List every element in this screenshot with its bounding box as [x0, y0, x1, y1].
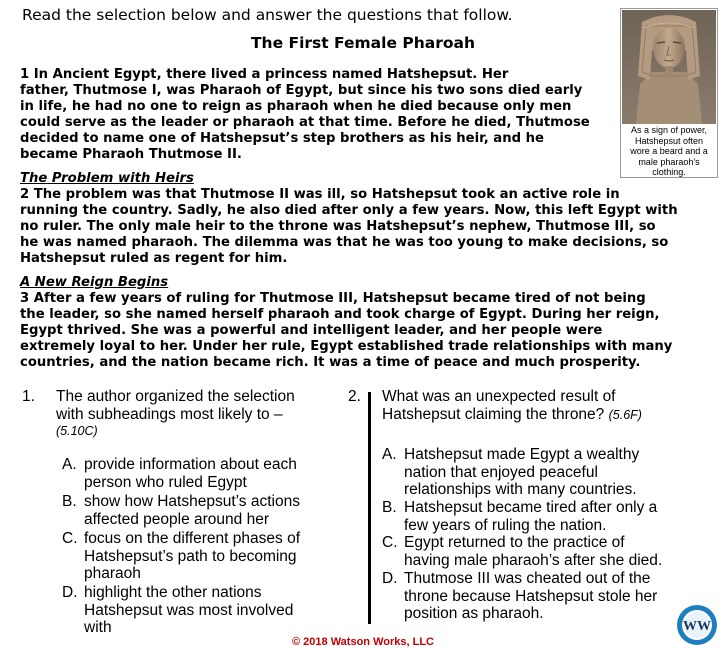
question-2-option-d[interactable] [382, 570, 657, 623]
option-line: focus on the different phases of [84, 530, 301, 547]
paragraph-1 [20, 67, 590, 163]
option-line: show how Hatshepsut’s actions [84, 493, 300, 510]
copyright-footer: © 2018 Watson Works, LLC [292, 636, 434, 648]
paragraph-line: no ruler. The only male heir to the throne was Hatshepsut’s nephew, Thutmose III, so [20, 219, 656, 234]
caption-line: clothing. [652, 167, 686, 177]
subheading-new-reign-begins: A New Reign Begins [20, 275, 169, 290]
question-2-stem [382, 388, 642, 424]
option-line: Thutmose III was cheated out of the [404, 570, 651, 587]
option-letter: B. [62, 493, 77, 510]
option-letter: A. [382, 446, 397, 463]
question-line: The author organized the selection [56, 388, 295, 405]
option-line: position as pharaoh. [404, 605, 544, 622]
question-1-option-a[interactable] [62, 456, 297, 491]
paragraph-line: the leader, so she named herself pharaoh and took charge of Egypt. During her reign, [20, 307, 660, 322]
paragraph-3 [20, 291, 672, 371]
option-line: affected people around her [84, 510, 270, 528]
passage-title: The First Female Pharoah [250, 34, 476, 52]
paragraph-line: extremely loyal to her. Under her rule, Egypt established trade relationships with many [20, 339, 673, 354]
paragraph-line: he was named pharaoh. The dilemma was that he was too young to make decisions, so [20, 235, 669, 250]
option-letter: D. [382, 570, 398, 587]
paragraph-line: 2 The problem was that Thutmose II was ill, so Hatshepsut took an active role in [20, 187, 620, 202]
caption-line: Hatshepsut often [634, 135, 704, 146]
paragraph-line: 1 In Ancient Egypt, there lived a princess named Hatshepsut. Her [20, 67, 509, 82]
paragraph-line: in life, he had no one to reign as pharaoh when he died because only men [20, 99, 572, 114]
option-line: nation that enjoyed peaceful [404, 463, 598, 481]
statue-image [622, 10, 716, 124]
paragraph-line: 3 After a few years of ruling for Thutmose III, Hatshepsut became tired of not being [20, 291, 646, 306]
instructions: Read the selection below and answer the questions that follow. [22, 6, 513, 24]
logo-text: WW [683, 619, 711, 634]
option-line: Hatshepsut became tired after only a [404, 499, 658, 516]
option-line: highlight the other nations [84, 584, 262, 601]
option-line: provide information about each [84, 456, 297, 473]
paragraph-line: father, Thutmose I, was Pharaoh of Egypt, but since his two sons died early [20, 83, 583, 98]
option-line: relationships with many countries. [404, 481, 637, 498]
option-line: few years of ruling the nation. [404, 516, 607, 534]
option-line: Hatshepsut was most involved [84, 601, 294, 619]
paragraph-2 [20, 187, 678, 267]
question-2-option-b[interactable] [382, 499, 657, 534]
question-1-stem [56, 388, 295, 441]
paragraph-line: running the country. Sadly, he also died after only a few years. Now, this left Egypt with [20, 203, 678, 218]
paragraph-line: Egypt thrived. She was a powerful and intelligent leader, and her people were [20, 323, 603, 338]
option-line: Egypt returned to the practice of [404, 534, 625, 551]
option-letter: B. [382, 499, 397, 516]
question-line: with subheadings most likely to – [56, 405, 283, 423]
option-line: Hatshepsut’s path to becoming [84, 547, 297, 565]
question-2-option-a[interactable] [382, 446, 639, 499]
option-line: having male pharaoh’s after she died. [404, 551, 663, 569]
caption-line: male pharaoh’s [638, 156, 700, 167]
question-1-number: 1. [22, 388, 35, 405]
caption-line: As a sign of power, [630, 125, 708, 135]
option-letter: A. [62, 456, 77, 473]
question-line: What was an unexpected result of [382, 388, 616, 405]
paragraph-line: decided to name one of Hatshepsut’s step brothers as his heir, and he [20, 131, 544, 146]
option-letter: D. [62, 584, 78, 601]
question-text: Hatshepsut claiming the throne? [382, 405, 605, 423]
option-line: pharaoh [84, 565, 141, 582]
question-line [382, 406, 642, 425]
question-2-standard: (5.6F) [608, 407, 642, 422]
paragraph-line: became Pharaoh Thutmose II. [20, 147, 242, 162]
image-caption [622, 125, 716, 178]
option-letter: C. [62, 530, 78, 547]
paragraph-line: could serve as the leader or pharaoh at that time. Before he died, Thutmose [20, 115, 590, 130]
paragraph-line: countries, and the nation became rich. It was a time of peace and much prosperity. [20, 355, 641, 370]
question-1-standard: (5.10C) [56, 424, 98, 438]
option-line: with [84, 619, 112, 636]
option-line: throne because Hatshepsut stole her [404, 587, 658, 605]
column-divider [368, 392, 371, 624]
hatshepsut-statue-photo [620, 8, 718, 178]
caption-line: wore a beard and a [630, 146, 708, 156]
paragraph-line: Hatshepsut ruled as regent for him. [20, 251, 288, 266]
subheading-problem-with-heirs: The Problem with Heirs [20, 171, 194, 186]
question-1-option-d[interactable] [62, 584, 293, 637]
option-line: person who ruled Egypt [84, 473, 247, 491]
question-2-option-c[interactable] [382, 534, 662, 569]
option-line: Hatshepsut made Egypt a wealthy [404, 446, 640, 463]
option-letter: C. [382, 534, 398, 551]
question-2-number: 2. [348, 388, 361, 405]
question-1-option-b[interactable] [62, 493, 300, 528]
question-1-option-c[interactable] [62, 530, 300, 583]
